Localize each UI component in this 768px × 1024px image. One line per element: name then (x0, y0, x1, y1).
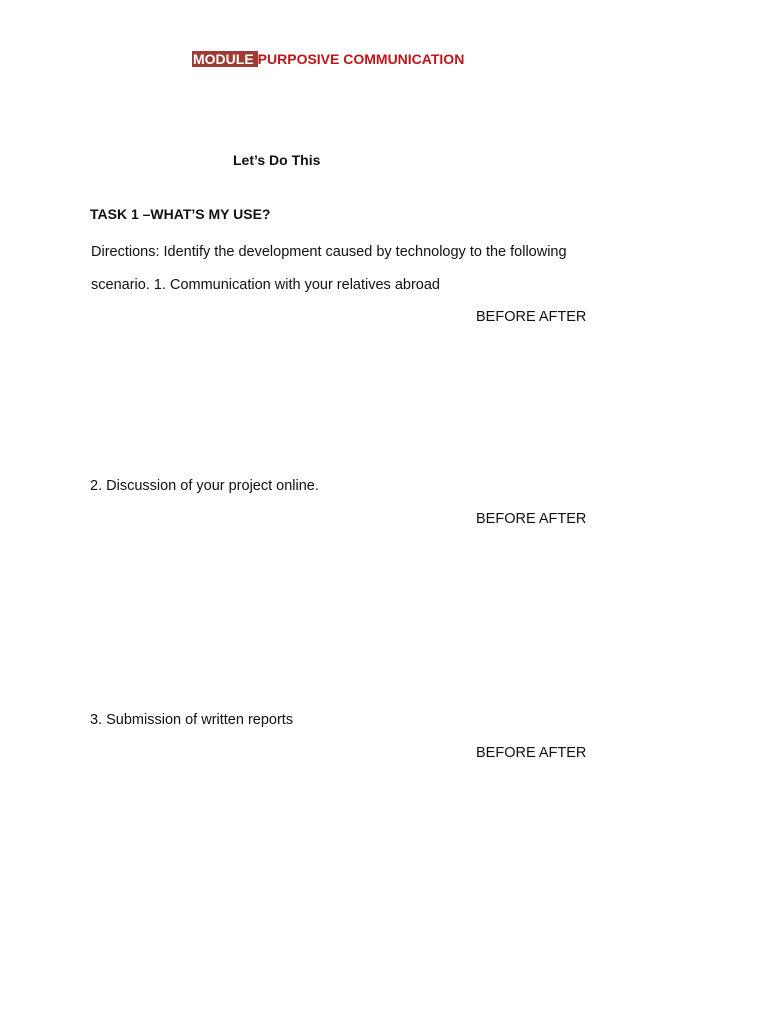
before-after-label-3: BEFORE AFTER (476, 745, 587, 761)
before-after-label-1: BEFORE AFTER (476, 309, 587, 325)
before-after-label-2: BEFORE AFTER (476, 511, 587, 527)
module-label: MODULE (192, 51, 258, 67)
task-directions: Directions: Identify the development caused by technology to the following scenario. 1. Communication with your relatives abroad (91, 244, 567, 293)
scenario-item-2: 2. Discussion of your project online. (90, 478, 319, 494)
section-heading: Let’s Do This (233, 152, 321, 168)
scenario-item-3: 3. Submission of written reports (90, 712, 294, 728)
course-title: PURPOSIVE COMMUNICATION (257, 51, 465, 67)
task-title: TASK 1 –WHAT’S MY USE? (90, 206, 271, 222)
module-header (192, 50, 464, 68)
